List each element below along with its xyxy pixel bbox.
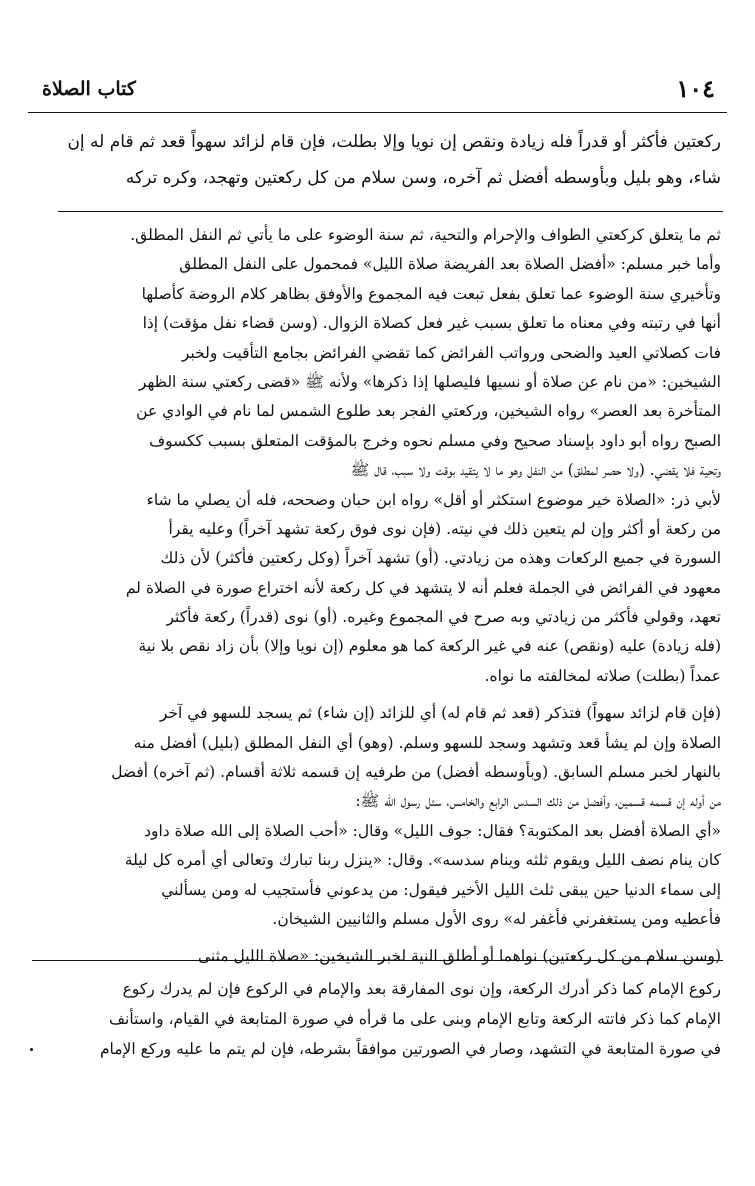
margin-mark xyxy=(30,1048,33,1051)
commentary-line: (فله زيادة) عليه (ونقص) عنه في غير الركعة كما هو معلوم (إن نويا وإلا) بأن زاد نقص بلا نية xyxy=(138,637,721,656)
commentary-line: (وسن سلام من كل ركعتين) نواهما أو أطلق النية لخبر الشيخين: «صلاة الليل مثنى xyxy=(198,947,721,966)
commentary-line: عمداً (بطلت) صلاته لمخالفته ما نواه. xyxy=(484,666,721,685)
footnote-separator xyxy=(32,960,723,961)
commentary-line: الصبح رواه أبو داود بإسناد صحيح وفي مسلم نحوه وخرج بالمؤقت المتعلق بسبب ككسوف xyxy=(149,431,721,450)
matn-line: ركعتين فأكثر أو قدراً فله زيادة ونقص إن نويا وإلا بطلت، فإن قام لزائد سهواً قعد ثم قام له إن xyxy=(67,132,721,152)
commentary-line: لأبي ذر: «الصلاة خير موضوع استكثر أو أقل» رواه ابن حبان وصححه، فله أن يصلي ما شاء xyxy=(146,490,721,509)
paragraph-gap xyxy=(34,691,721,699)
footnote-line: في صورة المتابعة في التشهد، وصار في الصورتين موافقاً بشرطه، فإن لم يتم ما عليه وركع الإمام xyxy=(99,1040,721,1058)
commentary-line: من أوله إن قسمه قسمين، وأفضل من ذلك السدس الرابع والخامس، سئل رسول الله ﷺ: xyxy=(355,792,721,811)
commentary-line: كان ينام نصف الليل ويقوم ثلثه وينام سدسه». وقال: «ينزل ربنا تبارك وتعالى أي أمره كل ليلة xyxy=(124,851,721,870)
page-number: ١٠٤ xyxy=(676,74,715,103)
commentary-line: الشيخين: «من نام عن صلاة أو نسيها فليصلها إذا ذكرها» ولأنه ﷺ «قضى ركعتي سنة الظهر xyxy=(138,372,721,391)
commentary-line: «أي الصلاة أفضل بعد المكتوبة؟ فقال: جوف الليل» وقال: «أحب الصلاة إلى الله صلاة داود xyxy=(144,821,721,840)
commentary-line: إلى سماء الدنيا حين يبقى ثلث الليل الأخير فيقول: من يدعوني فأستجيب له ومن يسألني xyxy=(161,880,721,899)
commentary-line: من ركعة أو أكثر وإن لم يتعين ذلك في نيته. (فإن نوى فوق ركعة تشهد آخراً) وعليه يقرأ xyxy=(168,519,721,538)
matn-text xyxy=(34,124,721,196)
commentary-line: فات كصلاتي العيد والضحى ورواتب الفرائض كما تقضي الفرائض بجامع التأقيت ولخبر xyxy=(181,343,721,362)
commentary-line: تعهد، وقولي فأكثر من زيادتي وبه صرح في المجموع وغيره. (أو) نوى (قدراً) ركعة فأكثر xyxy=(166,608,721,627)
commentary-line: ثم ما يتعلق كركعتي الطواف والإحرام والتحية، ثم سنة الوضوء على ما يأتي ثم النفل المطلق. xyxy=(130,226,721,244)
matn-separator xyxy=(58,211,723,212)
matn-line: شاء، وهو بليل وبأوسطه أفضل ثم آخره، وسن سلام من كل ركعتين وتهجد، وكره تركه xyxy=(125,168,721,188)
footnote-text xyxy=(34,974,721,1064)
footnote-line: الإمام كما ذكر فاتته الركعة وتابع الإمام وبنى على ما قرأه في صورة المتابعة في القيام، واستأنف xyxy=(109,1010,721,1028)
paragraph-gap xyxy=(34,934,721,942)
commentary-line: أنها في رتبته وفي معناه ما تعلق بسبب غير فعل كصلاة الزوال. (وسن قضاء نفل مؤقت) إذا xyxy=(142,314,721,333)
commentary-line: معهود في الفرائض في الجملة فعلم أنه لا يتشهد في كل ركعة لأنه اختراع صورة في الصلاة لم xyxy=(125,578,721,597)
running-title: كتاب الصلاة xyxy=(42,78,136,100)
footnote-line: ركوع الإمام كما ذكر أدرك الركعة، وإن نوى المفارقة بعد والإمام في الركوع فإن لم يدرك ركوع xyxy=(122,980,721,998)
commentary-line: فأعطيه ومن يستغفرني فأغفر له» روى الأول مسلم والثانيين الشيخان. xyxy=(272,909,721,928)
commentary-line: الصلاة وإن لم يشأ قعد وتشهد وسجد للسهو وسلم. (وهو) أي النفل المطلق (بليل) أفضل منه xyxy=(133,733,721,752)
commentary-text xyxy=(34,221,721,972)
commentary-line: السورة في جميع الركعات وهذه من زيادتي. (أو) تشهد آخراً (وكل ركعتين فأكثر) لأن ذلك xyxy=(160,549,721,568)
page-header xyxy=(28,72,727,113)
commentary-line: وأما خبر مسلم: «أفضل الصلاة بعد الفريضة صلاة الليل» فمحمول على النفل المطلق xyxy=(179,255,721,274)
commentary-line: بالنهار لخبر مسلم السابق. (وبأوسطه أفضل) من طرفيه إن قسمه ثلاثة أقسام. (ثم آخره) أفضل xyxy=(111,763,721,782)
commentary-line: وتأخيري سنة الوضوء عما تعلق بفعل تبعت فيه المجموع والأوفق بظاهر كلام الروضة كأصلها xyxy=(141,284,721,303)
commentary-line: وتحية فلا يقضي. (ولا حصر لمطلق) من النفل وهو ما لا يتقيد بوقت ولا سبب، قال ﷺ xyxy=(350,461,721,480)
commentary-line: المتأخرة بعد العصر» رواه الشيخين، وركعتي الفجر بعد طلوع الشمس لما نام في الوادي عن xyxy=(136,402,721,421)
commentary-line: (فإن قام لزائد سهواً) فتذكر (قعد ثم قام له) أي للزائد (إن شاء) ثم يسجد للسهو في آخر xyxy=(159,704,721,723)
